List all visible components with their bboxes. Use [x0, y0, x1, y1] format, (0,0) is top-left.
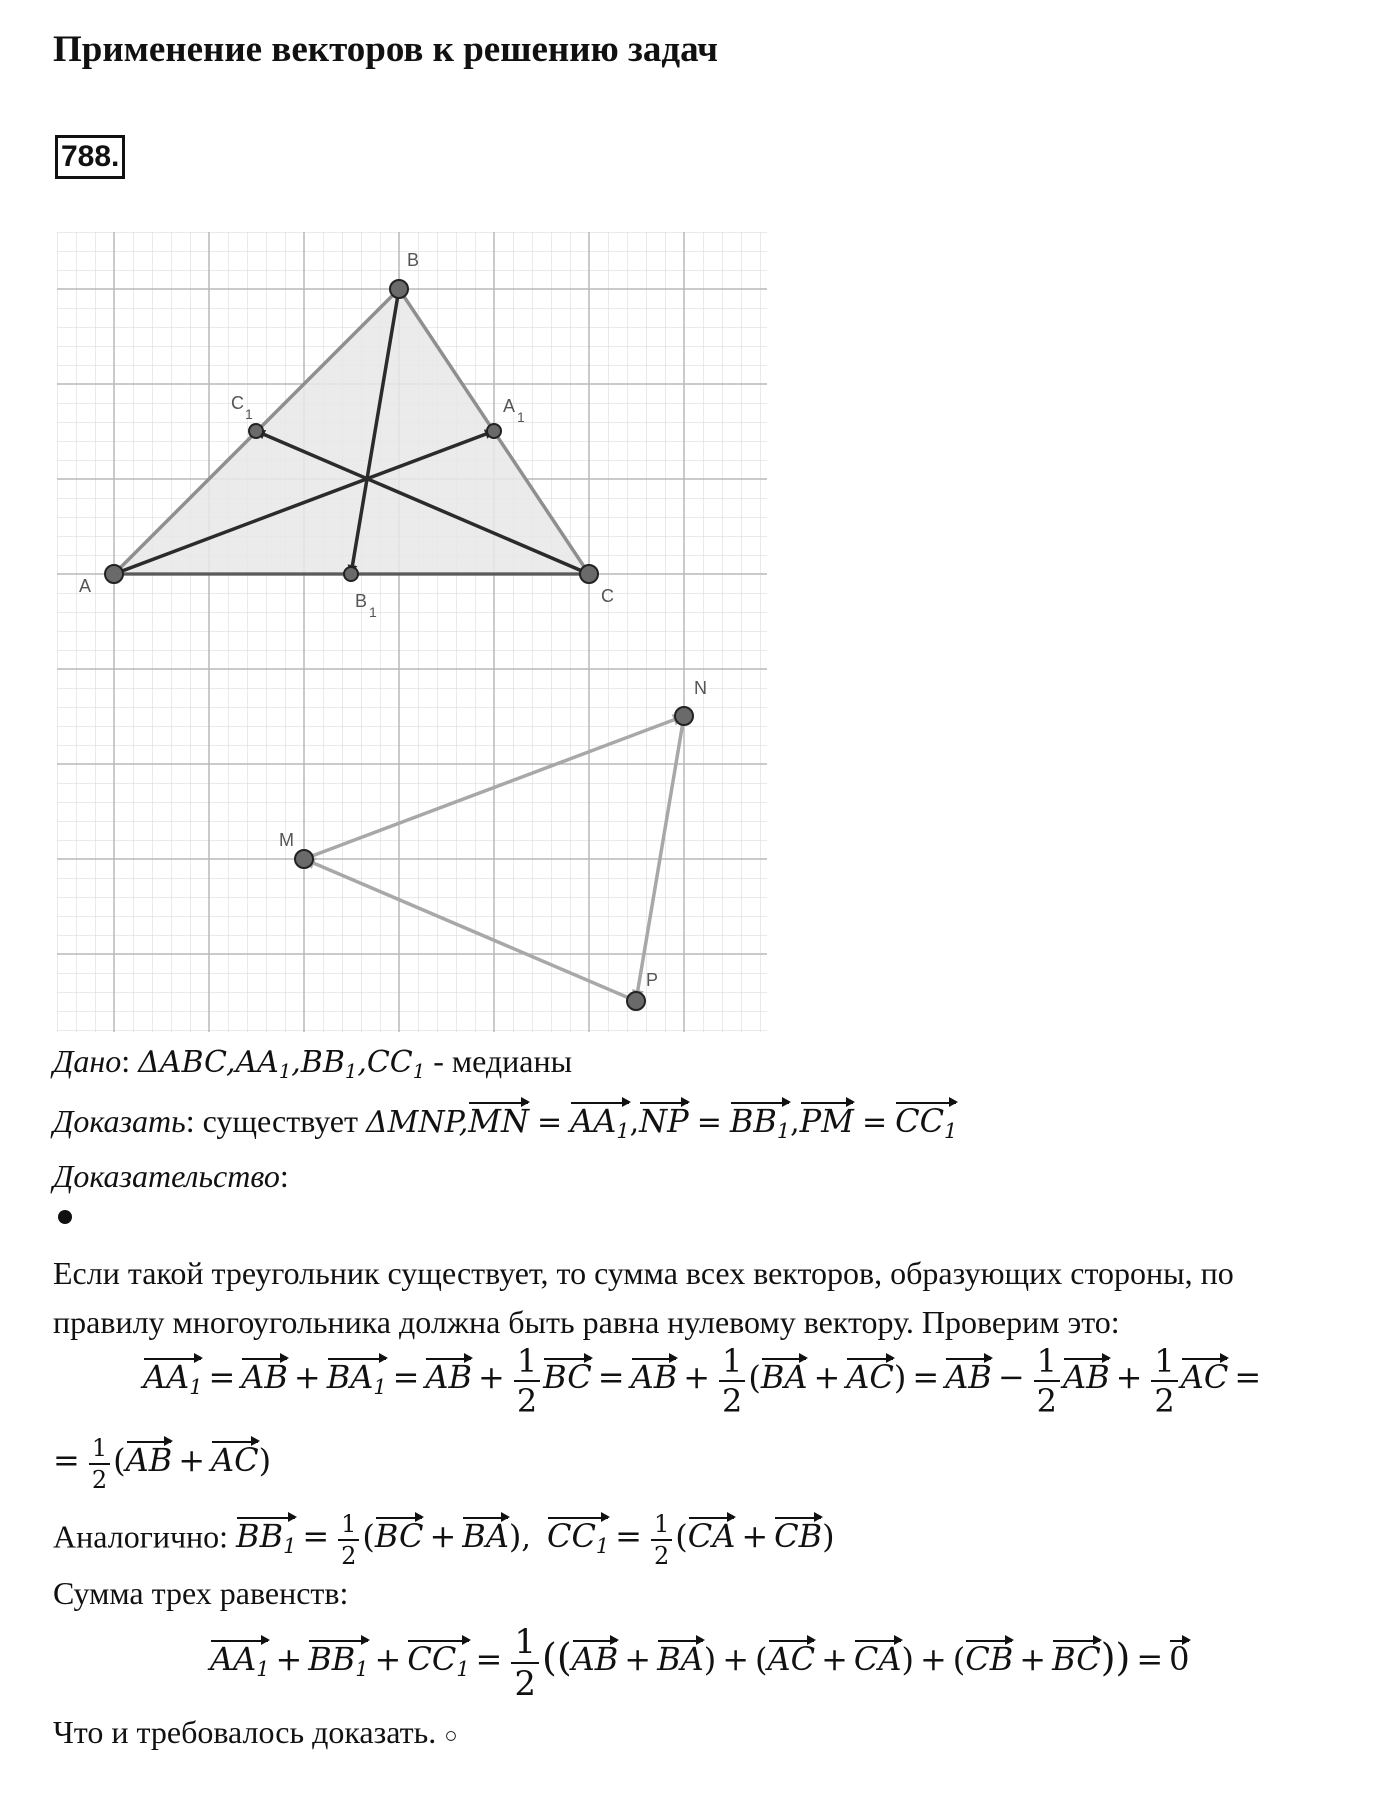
given-label: Дано [53, 1043, 122, 1079]
proof-line: Доказательство: [53, 1158, 289, 1194]
sum-label: Сумма трех равенств: [53, 1575, 349, 1611]
label-b1: B [355, 591, 368, 611]
point-a [105, 565, 123, 583]
geometry-figure [57, 232, 767, 1032]
label-p: P [646, 970, 659, 990]
end-of-proof-icon: ○ [444, 1722, 458, 1748]
label-a1-sub: 1 [517, 409, 525, 425]
point-a1 [487, 424, 501, 438]
prove-line: Доказать: существует $\Delta MNP,MN = AA_1,NP = BB_1,PM = CC_1$ [53, 1102, 958, 1144]
prove-label: Доказать [53, 1103, 186, 1139]
point-b1 [344, 567, 358, 581]
label-a: A [79, 576, 92, 596]
point-b [390, 280, 408, 298]
label-b: B [407, 250, 420, 270]
label-c: C [601, 586, 614, 606]
paragraph-line-2: правилу многоугольника должна быть равна нулевому вектору. Проверим это: [53, 1304, 1120, 1340]
given-medians: - медианы [433, 1043, 573, 1079]
conclusion-line [53, 1714, 458, 1751]
prove-triangle: ΔMNP, [365, 1105, 469, 1140]
point-m [295, 850, 313, 868]
label-c1: C [231, 393, 244, 413]
formula-sum: $AA_1 + BB_1 + CC_1$ = $\frac{1}{2}$ ((AB + BA) + (AC + CA) + (CB + BC)) = 0 [210, 1622, 1190, 1704]
point-c1 [249, 424, 263, 438]
conclusion-text: Что и требовалось доказать. [53, 1714, 437, 1750]
prove-text: существует [202, 1103, 358, 1139]
paragraph-line-1: Если такой треугольник существует, то сумма всех векторов, образующих стороны, по [53, 1255, 1234, 1291]
label-m: M [279, 830, 294, 850]
point-n [675, 707, 693, 725]
point-c [580, 565, 598, 583]
problem-number: 788. [55, 135, 125, 179]
analog-label: Аналогично: [53, 1518, 229, 1555]
given-line: Дано: $\Delta ABC,AA_1,BB_1,CC_1$ - медианы [53, 1043, 573, 1083]
label-c1-sub: 1 [245, 406, 253, 422]
formula-aa1: $AA_1$ = AB + $BA_1$ = AB + $\frac{1}{2}$ BC = AB + $\frac{1}{2}$ (BA + AC) = AB − $\frac{1}{2}$ AB + $\frac{1}{2}$ AC = [143, 1342, 1262, 1420]
label-n: N [694, 678, 707, 698]
bullet [58, 1210, 72, 1224]
point-p [627, 992, 645, 1010]
given-triangle: ΔABC, [138, 1045, 236, 1080]
page-title: Применение векторов к решению задач [53, 29, 719, 70]
formula-analog: Аналогично: $BB_1$ = $\frac{1}{2}$ (BC + BA), $CC_1$ = $\frac{1}{2}$ (CA + CB) [53, 1510, 835, 1570]
label-b1-sub: 1 [369, 604, 377, 620]
label-a1: A [503, 396, 516, 416]
formula-aa1-result: = $\frac{1}{2}$ (AB + AC) [53, 1434, 272, 1494]
proof-label: Доказательство [53, 1158, 280, 1194]
